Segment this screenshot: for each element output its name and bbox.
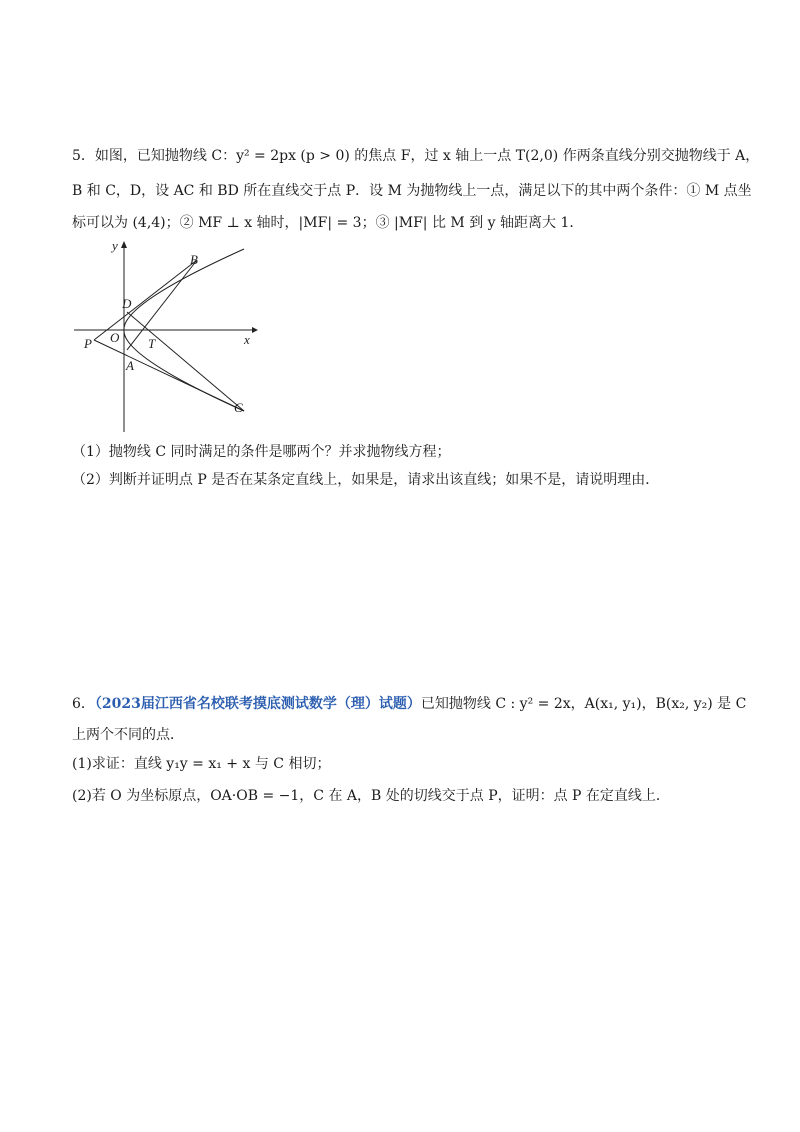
label-y: y — [112, 238, 118, 253]
chord-ab — [127, 260, 197, 350]
label-t: T — [148, 336, 156, 351]
line-pac — [94, 340, 244, 411]
x-axis-arrow — [252, 327, 258, 333]
label-b: B — [190, 252, 198, 267]
label-a: A — [126, 358, 134, 373]
y-axis-arrow — [121, 241, 127, 248]
problem6-number: 6． — [72, 696, 95, 712]
problem5-line2: B 和 C，D，设 AC 和 BD 所在直线交于点 P．设 M 为抛物线上一点，满足以下的其中两个条件：① M 点坐 — [72, 183, 752, 199]
problem6-question1: (1)求证：直线 y₁y = x₁ + x 与 C 相切； — [72, 756, 331, 772]
label-x: x — [244, 332, 250, 347]
problem5-question1: （1）抛物线 C 同时满足的条件是哪两个？并求抛物线方程； — [72, 444, 451, 460]
label-c: C — [234, 400, 243, 415]
label-p: P — [84, 336, 92, 351]
label-o: O — [110, 330, 120, 345]
label-d: D — [122, 296, 132, 311]
problem5-line1: 5．如图，已知抛物线 C：y² = 2px (p > 0) 的焦点 F，过 x 轴上一点 T(2,0) 作两条直线分别交抛物线于 A， — [72, 148, 760, 164]
parabola-figure — [72, 236, 262, 436]
parabola-diagram — [72, 236, 262, 436]
problem6-source: （2023届江西省名校联考摸底测试数学（理）试题） — [94, 696, 421, 712]
problem6-line1 — [72, 694, 746, 714]
problem6-question2: (2)若 O 为坐标原点，OA·OB = −1，C 在 A，B 处的切线交于点 P，证明：点 P 在定直线上． — [72, 788, 670, 804]
problem5-question2: （2）判断并证明点 P 是否在某条定直线上，如果是，请求出该直线；如果不是，请说明理由． — [72, 472, 660, 488]
problem6-line2: 上两个不同的点． — [72, 727, 184, 743]
problem5-line3: 标可以为 (4,4)；② MF ⊥ x 轴时，|MF| = 3；③ |MF| 比 M 到 y 轴距离大 1． — [72, 215, 584, 231]
problem6-statement: 已知抛物线 C : y² = 2x，A(x₁, y₁)，B(x₂, y₂) 是 C — [420, 696, 747, 712]
